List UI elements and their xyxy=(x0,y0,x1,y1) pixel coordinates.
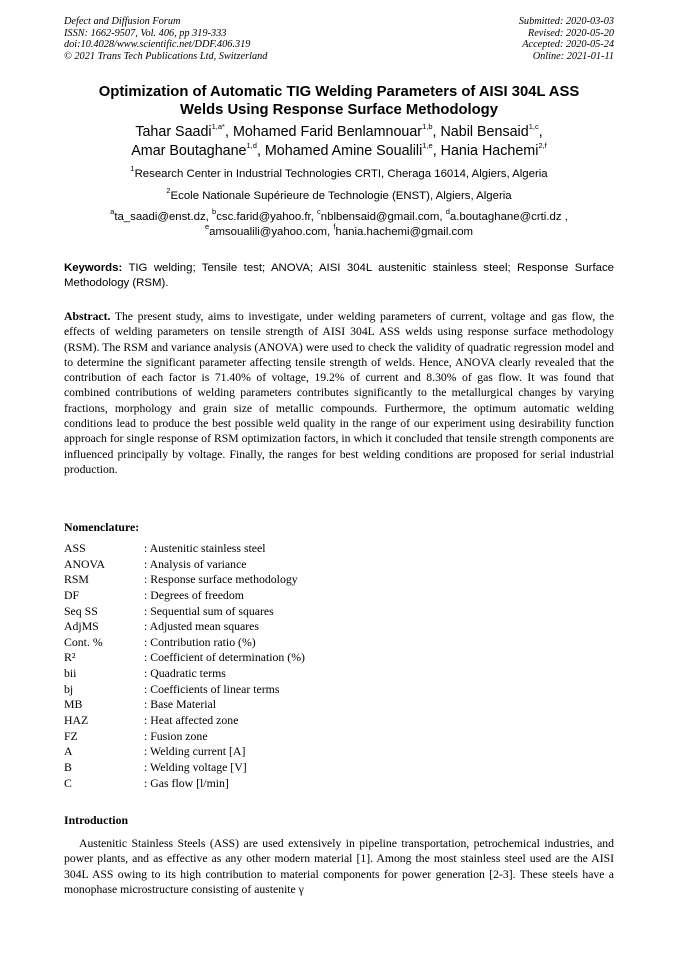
doi-line: doi:10.4028/www.scientific.net/DDF.406.319 xyxy=(64,39,251,51)
author-name: Mohamed Amine Soualili xyxy=(264,143,423,159)
email-mark: f xyxy=(333,222,336,232)
nomenclature-abbr: Seq SS xyxy=(64,603,98,618)
nomenclature-definition: : Contribution ratio (%) xyxy=(144,634,256,649)
email-link[interactable]: hania.hachemi@gmail.com xyxy=(335,226,474,238)
nomenclature-definition: : Quadratic terms xyxy=(144,666,226,681)
nomenclature-row xyxy=(64,572,464,588)
nomenclature-abbr: ASS xyxy=(64,541,86,555)
introduction-heading: Introduction xyxy=(64,813,129,827)
author-list xyxy=(64,123,614,161)
nomenclature-definition: : Degrees of freedom xyxy=(144,587,244,602)
nomenclature-definition: : Response surface methodology xyxy=(144,572,298,587)
keywords-section xyxy=(64,261,614,290)
author-affiliation-mark: 1,c xyxy=(528,122,539,132)
nomenclature-row xyxy=(64,588,464,604)
nomenclature-abbr: AdjMS xyxy=(64,619,99,634)
author-name: Mohamed Farid Benlamnouar xyxy=(232,124,423,140)
nomenclature-abbr: C xyxy=(64,775,72,790)
nomenclature-abbr: R² xyxy=(64,650,76,665)
online-date: Online: 2021-01-11 xyxy=(532,50,614,62)
nomenclature-abbr: ANOVA xyxy=(64,556,106,571)
nomenclature-definition: : Sequential sum of squares xyxy=(144,603,274,618)
nomenclature-row xyxy=(64,713,464,729)
nomenclature-abbr: Cont. % xyxy=(64,634,103,649)
nomenclature-row xyxy=(64,650,464,666)
journal-header-left xyxy=(64,16,267,62)
email-mark: c xyxy=(317,207,321,217)
email-link[interactable]: nblbensaid@gmail.com xyxy=(320,211,440,223)
author-line-1: Tahar Saadi$^{1,a*}$, Mohamed Farid Benlamnouar$^{1,b}$, Nabil Bensaid$^{1,c}$, xyxy=(135,122,543,140)
email-mark: b xyxy=(212,207,217,217)
nomenclature-definition: : Welding voltage [V] xyxy=(144,759,247,774)
author-affiliation-mark: 2,f xyxy=(538,141,547,151)
email-link[interactable]: csc.farid@yahoo.fr xyxy=(216,211,311,223)
nomenclature-definition: : Heat affected zone xyxy=(144,713,239,728)
affiliation-2 xyxy=(64,186,614,203)
nomenclature-abbr: FZ xyxy=(64,728,78,743)
email-mark: d xyxy=(445,207,450,217)
nomenclature-abbr: HAZ xyxy=(64,713,89,728)
email-link[interactable]: amsoualili@yahoo.com xyxy=(209,226,328,238)
paper-title xyxy=(64,83,614,119)
nomenclature-abbr: MB xyxy=(64,697,83,712)
author-line-2: Amar Boutaghane$^{1,d}$, Mohamed Amine Soualili$^{1,e}$, Hania Hachemi$^{2,f}$ xyxy=(131,141,547,159)
nomenclature-row xyxy=(64,635,464,651)
email-mark: e xyxy=(204,222,210,232)
nomenclature-definition: : Coefficient of determination (%) xyxy=(144,650,305,665)
nomenclature-row xyxy=(64,729,464,745)
nomenclature-row xyxy=(64,744,464,760)
nomenclature-row xyxy=(64,666,464,682)
submitted-date: Submitted: 2020-03-03 xyxy=(518,16,614,27)
author-affiliation-mark: 1,e xyxy=(422,141,433,151)
affiliation-number: 1 xyxy=(130,164,135,174)
revised-date: Revised: 2020-05-20 xyxy=(527,27,614,39)
author-name: Nabil Bensaid xyxy=(440,124,529,140)
email-link[interactable]: a.boutaghane@crti.dz xyxy=(449,211,562,223)
nomenclature-row xyxy=(64,604,464,620)
nomenclature-row xyxy=(64,776,464,792)
introduction-paragraph: Austenitic Stainless Steels (ASS) are used extensively in pipeline transportation, petrochemical industries, and power plants, and as effective as any other modern material [1]. Among the most stainless steel used are the AISI 304L ASS owing to its high contribution to material components for power generation [2-3]. These steels have a monophase microstructure consisting of austenite γ xyxy=(64,837,614,896)
journal-name: Defect and Diffusion Forum xyxy=(64,16,181,27)
email-link[interactable]: ta_saadi@enst.dz xyxy=(114,211,206,223)
email-mark: a xyxy=(110,207,115,217)
affiliation-text: Ecole Nationale Supérieure de Technologie (ENST), Algiers, Algeria xyxy=(170,190,512,202)
keywords-text: TIG welding; Tensile test; ANOVA; AISI 304L austenitic stainless steel; Response Surface Methodology (RSM). xyxy=(64,262,614,289)
affiliation-1 xyxy=(64,164,614,181)
nomenclature-definition: : Analysis of variance xyxy=(144,556,247,571)
nomenclature-abbr: RSM xyxy=(64,572,89,587)
keywords-label: Keywords: xyxy=(64,262,123,274)
nomenclature-row xyxy=(64,557,464,573)
affiliation-number: 2 xyxy=(166,186,171,196)
author-name: Amar Boutaghane xyxy=(131,143,247,159)
nomenclature-row xyxy=(64,760,464,776)
author-affiliation-mark: 1,b xyxy=(422,122,433,132)
nomenclature-row xyxy=(64,682,464,698)
issn-line: ISSN: 1662-9507, Vol. 406, pp 319-333 xyxy=(64,27,227,39)
nomenclature-abbr: A xyxy=(64,744,73,759)
nomenclature-definition: : Adjusted mean squares xyxy=(144,619,259,634)
nomenclature-list xyxy=(64,541,464,791)
copyright-line: © 2021 Trans Tech Publications Ltd, Switzerland xyxy=(64,50,268,62)
abstract-label: Abstract. xyxy=(64,310,111,323)
journal-header-right xyxy=(519,16,614,62)
author-name: Hania Hachemi xyxy=(440,143,539,159)
nomenclature-abbr: bii xyxy=(64,666,77,681)
author-affiliation-mark: 1,a* xyxy=(211,122,225,132)
nomenclature-row xyxy=(64,541,464,557)
nomenclature-definition: : Welding current [A] xyxy=(144,744,246,759)
title-line-2: Welds Using Response Surface Methodology xyxy=(180,102,498,118)
accepted-date: Accepted: 2020-05-24 xyxy=(522,39,614,51)
nomenclature-abbr: DF xyxy=(64,587,80,602)
author-affiliation-mark: 1,d xyxy=(246,141,257,151)
title-line-1: Optimization of Automatic TIG Welding Parameters of AISI 304L ASS xyxy=(98,84,580,100)
nomenclature-abbr: B xyxy=(64,759,72,774)
nomenclature-definition: : Gas flow [l/min] xyxy=(144,775,229,790)
email-line-2: $^e$amsoualili@yahoo.com, $^f$hania.hachemi@gmail.com xyxy=(204,222,474,238)
author-name: Tahar Saadi xyxy=(135,124,212,140)
abstract-text: The present study, aims to investigate, under welding parameters of current, voltage and gas flow, the effects of welding parameters on tensile strength of AISI 304L ASS welds using response surface methodology (RSM). The RSM and variance analysis (ANOVA) were used to check the validity of quadratic regression model and to determine the significant parameter affecting tensile strength of welds. Hence, ANOVA clearly revealed that the contribution of each factor is 71.40% of voltage, 19.2% of current and 8.30% of gas flow. It was found that combined contributions of welding parameters contributes significantly to the metallurgical changes by varying fractions, morphology and grain size of metallic compounds. Furthermore, the optimum automatic welding conditions lead to produce the best possible weld quality in the range of our experiment using desirability function approach for single response of RSM optimization factors, in which it concluded that tensile strength components are influenced principally by voltage. Finally, the ranges for best welding conditions are proposed for serial industrial production. xyxy=(64,310,615,476)
nomenclature-heading: Nomenclature: xyxy=(64,520,140,534)
nomenclature-abbr: bj xyxy=(64,681,74,696)
nomenclature-definition: : Fusion zone xyxy=(144,728,208,743)
abstract-section xyxy=(64,309,614,477)
nomenclature-definition: : Base Material xyxy=(144,697,217,712)
affiliation-text: Research Center in Industrial Technologies CRTI, Cheraga 16014, Algiers, Algeria xyxy=(134,168,548,180)
author-emails xyxy=(64,207,614,240)
email-line-1: $^a$ta_saadi@enst.dz, $^b$csc.farid@yahoo.fr, $^c$nblbensaid@gmail.com, $^d$a.boutaghane@crti.dz , xyxy=(110,207,568,223)
nomenclature-row xyxy=(64,619,464,635)
nomenclature-definition: : Austenitic stainless steel xyxy=(144,541,266,555)
nomenclature-row xyxy=(64,697,464,713)
nomenclature-definition: : Coefficients of linear terms xyxy=(144,681,280,696)
